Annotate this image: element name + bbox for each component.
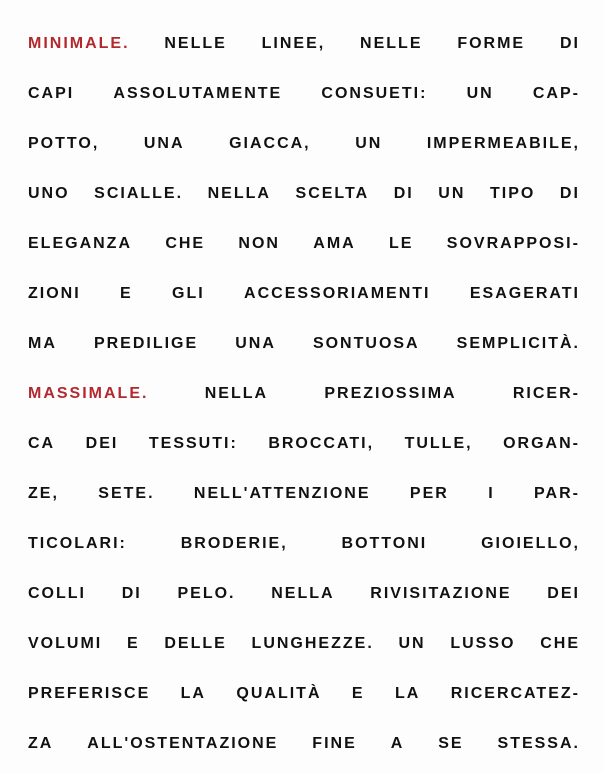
word: RIVISITAZIONE — [370, 585, 512, 602]
word: PAR- — [534, 485, 580, 502]
word: CA — [28, 435, 56, 452]
word: CAPI — [28, 85, 75, 102]
word: NON — [238, 235, 280, 252]
word: CHE — [540, 635, 580, 652]
text-line — [28, 429, 580, 459]
word: FORME — [457, 35, 526, 52]
text-line — [28, 629, 580, 659]
word: DELLE — [164, 635, 227, 652]
word: PELO. — [177, 585, 236, 602]
word: GIOIELLO, — [481, 535, 580, 552]
word: SEMPLICITÀ. — [456, 335, 580, 352]
word: PER — [409, 485, 449, 502]
word: SE — [438, 735, 464, 752]
text-line — [28, 679, 580, 709]
text-line — [28, 129, 580, 159]
word: FINE — [312, 735, 357, 752]
text-line — [28, 379, 580, 409]
word: DI — [559, 35, 580, 52]
word: LE — [389, 235, 414, 252]
word: SONTUOSA — [312, 335, 420, 352]
word: E — [351, 685, 365, 702]
word: AMA — [313, 235, 356, 252]
word: NELLA — [271, 585, 335, 602]
word: DI — [393, 185, 414, 202]
word: ZIONI — [28, 285, 81, 302]
word: PREFERISCE — [28, 685, 151, 702]
text-line — [28, 729, 580, 759]
word: ZE, — [28, 485, 59, 502]
word: QUALITÀ — [236, 685, 322, 702]
word: TULLE, — [404, 435, 473, 452]
word: NELL'ATTENZIONE — [193, 485, 371, 502]
word: E — [120, 285, 133, 302]
text-line — [28, 29, 580, 59]
word: UN — [438, 185, 466, 202]
word: TESSUTI: — [148, 435, 238, 452]
word: ESAGERATI — [469, 285, 580, 302]
word: DEI — [85, 435, 119, 452]
word: DI — [121, 585, 142, 602]
word: UN — [355, 135, 383, 152]
word: UNA — [143, 135, 185, 152]
word: SCELTA — [295, 185, 370, 202]
text-line — [28, 479, 580, 509]
word: ASSOLUTAMENTE — [113, 85, 283, 102]
word: UN — [466, 85, 494, 102]
word: SCIALLE. — [94, 185, 184, 202]
word: IMPERMEABILE, — [426, 135, 580, 152]
text-line — [28, 179, 580, 209]
word: VOLUMI — [28, 635, 103, 652]
word: ELEGANZA — [28, 235, 132, 252]
word: LUNGHEZZE. — [251, 635, 374, 652]
text-line — [28, 229, 580, 259]
word: LA — [394, 685, 421, 702]
section-heading: MINIMALE. — [28, 35, 130, 52]
word: SETE. — [98, 485, 155, 502]
word: ALL'OSTENTAZIONE — [87, 735, 279, 752]
word: DI — [559, 185, 580, 202]
word: SOVRAPPOSI- — [446, 235, 580, 252]
word: TIPO — [489, 185, 536, 202]
word: LUSSO — [450, 635, 516, 652]
word: A — [390, 735, 405, 752]
word: RICER- — [512, 385, 580, 402]
word: POTTO, — [28, 135, 100, 152]
text-line — [28, 79, 580, 109]
text-line — [28, 529, 580, 559]
word: UN — [398, 635, 426, 652]
word: LINEE, — [261, 35, 326, 52]
word: GIACCA, — [229, 135, 311, 152]
word: MA — [28, 335, 57, 352]
word: CONSUETI: — [321, 85, 428, 102]
word: CAP- — [532, 85, 580, 102]
word: RICERCATEZ- — [450, 685, 580, 702]
word: COLLI — [28, 585, 86, 602]
word: NELLA — [207, 185, 271, 202]
word: GLI — [172, 285, 205, 302]
text-line — [28, 279, 580, 309]
word: UNO — [28, 185, 70, 202]
word: NELLA — [204, 385, 269, 402]
word: DEI — [547, 585, 580, 602]
word: ZA — [28, 735, 54, 752]
word: BRODERIE, — [180, 535, 288, 552]
text-line — [28, 579, 580, 609]
word: BOTTONI — [341, 535, 428, 552]
word: UNA — [235, 335, 276, 352]
word: E — [126, 635, 140, 652]
word: STESSA. — [497, 735, 580, 752]
word: NELLE — [360, 35, 423, 52]
word: LA — [180, 685, 206, 702]
word: NELLE — [164, 35, 227, 52]
word: PREZIOSSIMA — [324, 385, 457, 402]
word: ACCESSORIAMENTI — [244, 285, 431, 302]
word: I — [488, 485, 495, 502]
section-heading: MASSIMALE. — [28, 385, 149, 402]
word: TICOLARI: — [28, 535, 127, 552]
word: CHE — [165, 235, 206, 252]
word: ORGAN- — [503, 435, 580, 452]
word: BROCCATI, — [268, 435, 375, 452]
word: PREDILIGE — [93, 335, 199, 352]
text-line — [28, 329, 580, 359]
